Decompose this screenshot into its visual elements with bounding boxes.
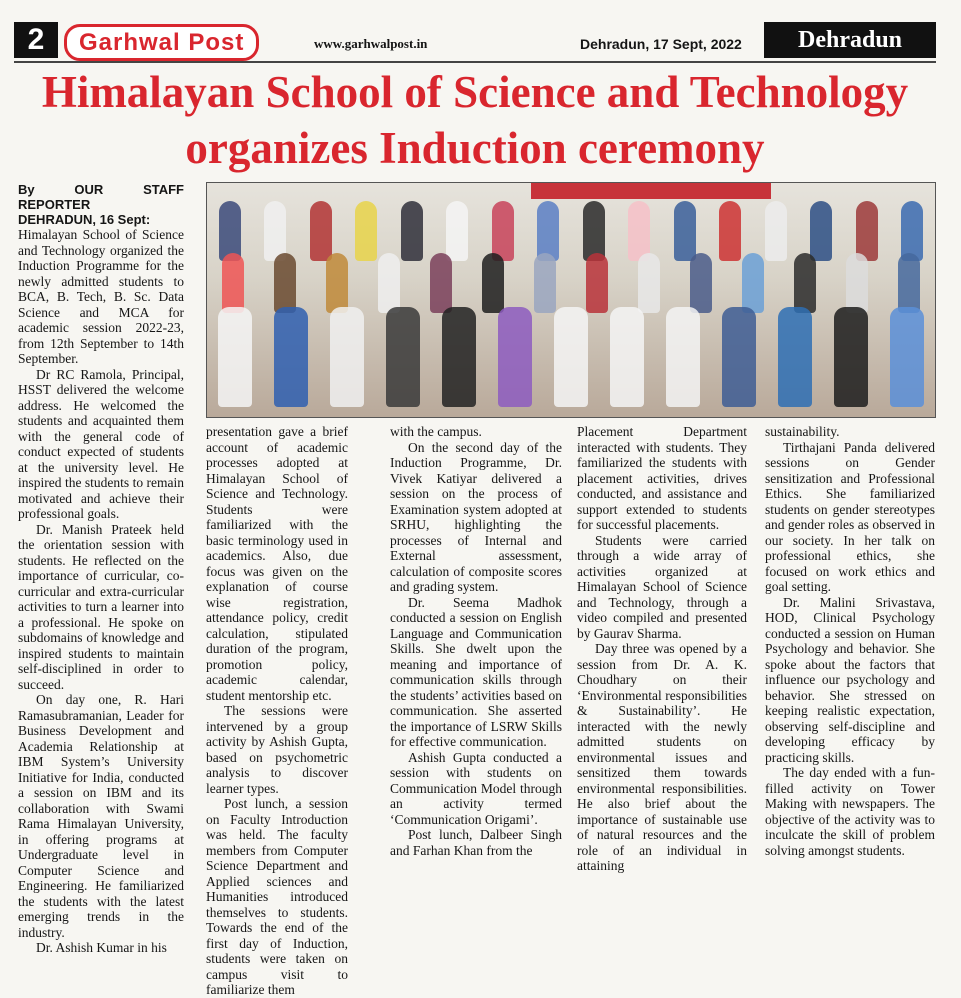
paragraph: Post lunch, Dalbeer Singh and Farhan Khan from the — [390, 827, 562, 858]
paragraph: sustainability. — [765, 424, 840, 439]
paragraph: Day three was opened by a session from Dr. A. K. Choudhary on their ‘Environmental responsibilities & Sustainability’. He interacted with the newly admitted students on environmental issues and sensitized them towards environmental responsibilities. He also brief about the importance of sustainable use of natural resources and the role of an individual in attaining — [577, 641, 747, 873]
byline: By OUR STAFF REPORTER — [18, 182, 184, 212]
masthead — [14, 22, 936, 58]
group-photo — [206, 182, 936, 418]
paragraph: Ashish Gupta conducted a session with students on Communication Model through an activity termed ‘Communication Origami’. — [390, 749, 562, 827]
article-column-4 — [577, 424, 747, 873]
edition-city: Dehradun — [764, 22, 936, 58]
paragraph: Dr. Malini Srivastava, HOD, Clinical Psychology conducted a session on Human Psychology and behavior. She spoke about the factors that influence our psychology and behavior. She stressed on keeping realistic expectation, observing self-discipline and developing efficacy by practicing skills. — [765, 594, 935, 765]
page-number: 2 — [14, 22, 58, 58]
masthead-rule — [14, 61, 936, 63]
paragraph: The day ended with a fun-filled activity on Tower Making with newspapers. The objective of the activity was to inculcate the skill of problem solving amongst students. — [765, 765, 935, 858]
paragraph: Tirthajani Panda delivered sessions on Gender sensitization and Professional Ethics. She familiarized students on gender stereotypes and gender roles as observed in our society. In her talk on professional ethics, she focused on work ethics and goal setting. — [765, 439, 935, 594]
article-column-2 — [206, 424, 348, 997]
paragraph: with the campus. — [390, 424, 482, 439]
issue-date: Dehradun, 17 Sept, 2022 — [580, 36, 742, 52]
article-column-1 — [18, 182, 184, 955]
paragraph: Post lunch, a session on Faculty Introduction was held. The faculty members from Computer Science Department and Applied sciences and Humanities introduced themselves to students. Towards the end of the first day of Induction, students were taken on campus visit to familiarize them — [206, 796, 348, 997]
article-headline: Himalayan School of Science and Technology organizes Induction ceremony — [41, 67, 909, 173]
photo-banner — [531, 183, 771, 199]
article-dateline: DEHRADUN, 16 Sept: — [18, 212, 151, 227]
paragraph: On the second day of the Induction Programme, Dr. Vivek Katiyar delivered a session on the process of Examination system adopted at SRHU, highlighting the processes of Internal and External assessment, calculation of composite scores and grading system. — [390, 439, 562, 594]
paragraph: Students were carried through a wide array of activities organized at Himalayan School of Science and Technology, through a video compiled and presented by Gaurav Sharma. — [577, 532, 747, 641]
paragraph: The sessions were intervened by a group activity by Ashish Gupta, based on psychometric analysis to discover learner types. — [206, 703, 348, 796]
newspaper-logo: Garhwal Post — [64, 24, 259, 61]
paragraph: presentation gave a brief account of academic processes adopted at Himalayan School of Science and Technology. Students were familiarized with the basic terminology used in academics. Also, due focus was given on the explanation of course wise registration, attendance policy, credit calculation, stipulated duration of the program, promotion policy, academic calendar, student mentorship etc. — [206, 424, 348, 703]
website-url: www.garhwalpost.in — [314, 36, 428, 51]
article-column-5 — [765, 424, 935, 858]
paragraph: Himalayan School of Science and Technology organized the Induction Programme for the newly admitted students to BCA, B. Tech, B. Sc. Data Science and MCA for academic session 2022-23, from 12th September to 14th September. — [18, 227, 184, 366]
paragraph: Placement Department interacted with students. They familiarized the students with placement activities, drives conducted, and assistance and support extended to students for successful placements. — [577, 424, 747, 532]
paragraph: Dr. Manish Prateek held the orientation session with students. He reflected on the importance of curricular, co-curricular and extra-curricular activities to turn a learner into a professional. He spoke on subdomains of knowledge and inspired students to maintain self-disciplined in order to succeed. — [18, 521, 184, 692]
paragraph: On day one, R. Hari Ramasubramanian, Leader for Business Development and Academia Relationship at IBM System’s University Initiative for India, conducted a session on IBM and its collaboration with Swami Rama Himalayan University, in offering programs at Undergraduate level in Computer Science and Engineering. He familiarized the students with the latest emerging trends in the industry. — [18, 692, 184, 940]
paragraph: Dr. Seema Madhok conducted a session on English Language and Communication Skills. She dwelt upon the meaning and importance of communication skills through the students’ activities based on communication. She asserted the importance of LSRW Skills for effective communication. — [390, 594, 562, 749]
paragraph: Dr RC Ramola, Principal, HSST delivered the welcome address. He welcomed the students and acquainted them with the general code of conduct expected of students at the university level. He inspired the students to remain motivated and achieve their professional goals. — [18, 366, 184, 521]
article-column-3 — [390, 424, 562, 858]
paragraph: Dr. Ashish Kumar in his — [36, 940, 167, 955]
